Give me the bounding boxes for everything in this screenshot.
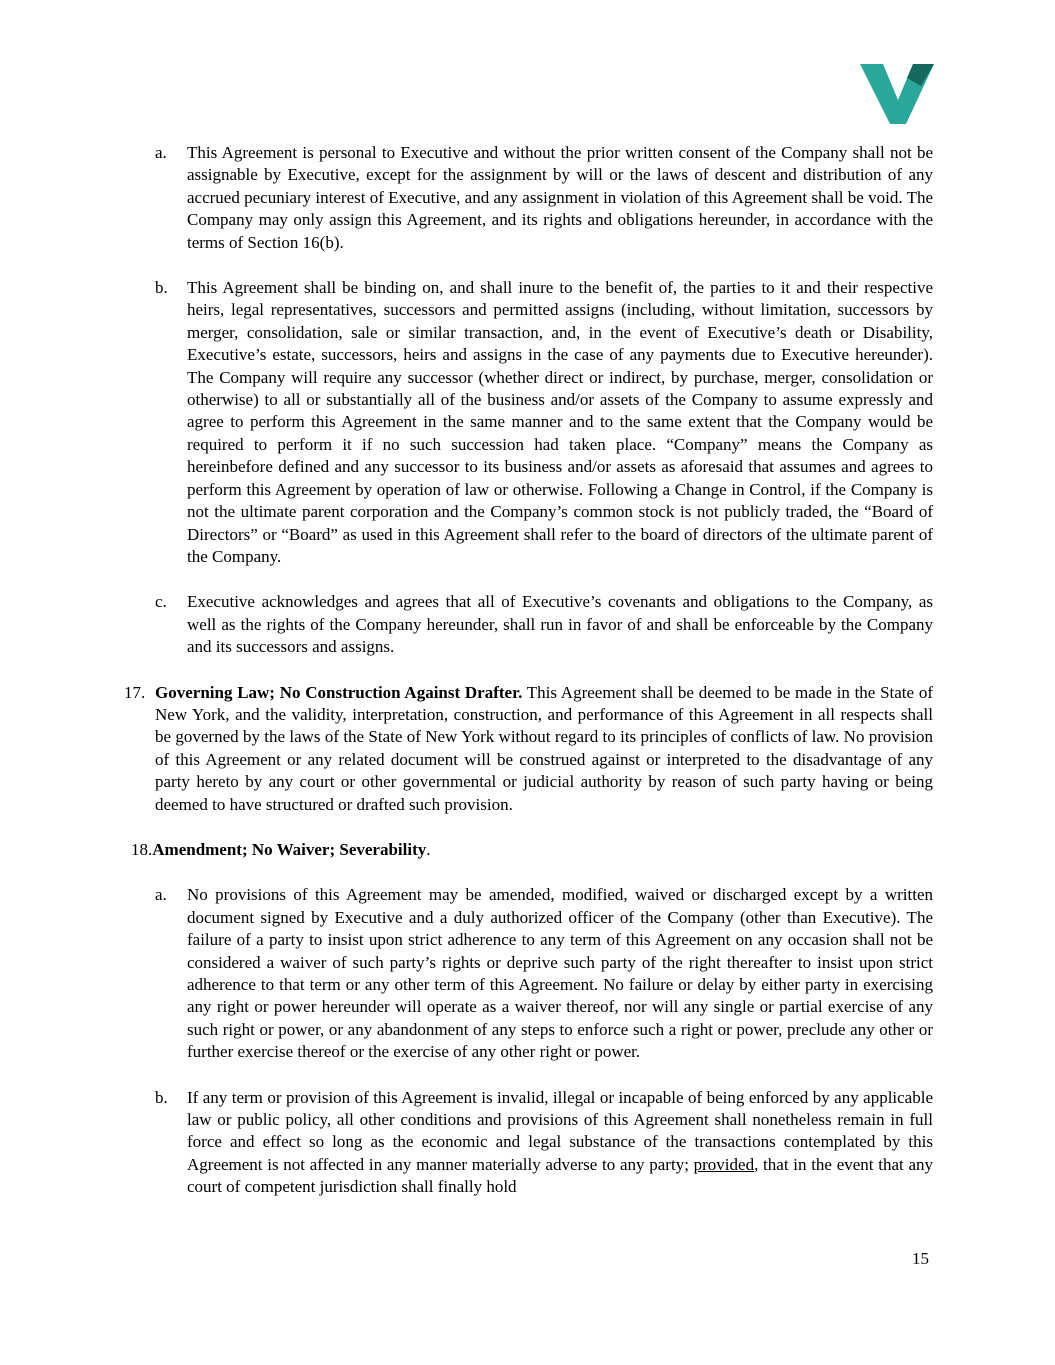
- list-item: [155, 1087, 933, 1199]
- list-item: [155, 591, 933, 658]
- list-item-text: [187, 1087, 933, 1199]
- document-body: [124, 142, 933, 1222]
- list-item: [155, 884, 933, 1063]
- company-logo-icon: [852, 62, 936, 126]
- subsection-list-16: [124, 142, 933, 659]
- item-number: 18.: [131, 839, 153, 859]
- list-item-text-before: If any term or provision of this Agreement is invalid, illegal or incapable of being enforced by any applicable law or public policy, all other conditions and provisions of this Agreement shall nonetheless remain in full force and effect so long as the economic and legal substance of the transactions contemplated by this Agreement is not affected in any manner materially adverse to any party;: [187, 1087, 933, 1174]
- list-item: [155, 142, 933, 254]
- list-item-text: No provisions of this Agreement may be amended, modified, waived or discharged except by a written document signed by Executive and a duly authorized officer of the Company (other than Executive). The failure of a party to insist upon strict adherence to any term of this Agreement on any occasion shall not be considered a waiver of such party’s rights or deprive such party of the right thereafter to insist upon strict adherence to that term or any other term of this Agreement. No failure or delay by either party in exercising any right or power hereunder will operate as a waiver thereof, nor will any single or partial exercise of any such right or power, or any abandonment of any steps to enforce such a right or power, preclude any other or further exercise thereof or the exercise of any other right or power.: [187, 885, 933, 1062]
- item-heading: Governing Law; No Construction Against Drafter.: [155, 682, 523, 702]
- list-item-label: c.: [155, 592, 167, 612]
- subsection-list-18: [124, 884, 933, 1198]
- list-item-text-after: , that in the event that any court of competent jurisdiction shall finally hold: [187, 1154, 933, 1197]
- item-text: [155, 682, 933, 816]
- list-item-label: b.: [155, 1087, 168, 1107]
- list-item-text: This Agreement is personal to Executive and without the prior written consent of the Company shall not be assignable by Executive, except for the assignment by will or the laws of descent and distribution of any accrued pecuniary interest of Executive, and any assignment in violation of this Agreement shall be void. The Company may only assign this Agreement, and its rights and obligations hereunder, in accordance with the terms of Section 16(b).: [187, 143, 933, 252]
- numbered-item-18-heading: [124, 839, 933, 861]
- underlined-term: provided: [693, 1154, 755, 1174]
- list-item-label: b.: [155, 278, 168, 298]
- list-item-label: a.: [155, 885, 167, 905]
- list-item-text: Executive acknowledges and agrees that all of Executive’s covenants and obligations to the Company, as well as the rights of the Company hereunder, shall run in favor of and shall be enforceable by the Company and its successors and assigns.: [187, 592, 933, 657]
- list-item-label: a.: [155, 143, 167, 162]
- item-body: This Agreement shall be deemed to be made in the State of New York, and the validity, interpretation, construction, and performance of this Agreement in all respects shall be governed by the laws of the State of New York without regard to its principles of conflicts of law. No provision of this Agreement or any related document will be construed against or interpreted to the disadvantage of any party hereto by any court or other governmental or judicial authority by reason of such party having or being deemed to have structured or drafted such provision.: [155, 682, 933, 814]
- item-number: 17.: [124, 682, 146, 702]
- company-logo: [852, 62, 936, 126]
- numbered-item-17: [124, 682, 933, 816]
- list-item-text: This Agreement shall be binding on, and shall inure to the benefit of, the parties to it and their respective heirs, legal representatives, successors and permitted assigns (including, without limitation, successors by merger, consolidation, sale or similar transaction, and, in the event of Executive’s death or Disability, Executive’s estate, successors, heirs and assigns in the case of any payments due to Executive hereunder). The Company will require any successor (whether direct or indirect, by purchase, merger, consolidation or otherwise) to all or substantially all of the business and/or assets of the Company to assume expressly and agree to perform this Agreement in the same manner and to the same extent that the Company would be required to perform it if no such succession had taken place. “Company” means the Company as hereinbefore defined and any successor to its business and/or assets as aforesaid that assumes and agrees to perform this Agreement by operation of law or otherwise. Following a Change in Control, if the Company is not the ultimate parent corporation and the Company’s common stock is not publicly traded, the “Board of Directors” or “Board” as used in this Agreement shall refer to the board of directors of the ultimate parent of the Company.: [187, 278, 933, 566]
- page-number: 15: [912, 1249, 929, 1268]
- item-heading-period: .: [426, 839, 431, 859]
- item-heading: Amendment; No Waiver; Severability: [152, 839, 427, 859]
- list-item: [155, 277, 933, 568]
